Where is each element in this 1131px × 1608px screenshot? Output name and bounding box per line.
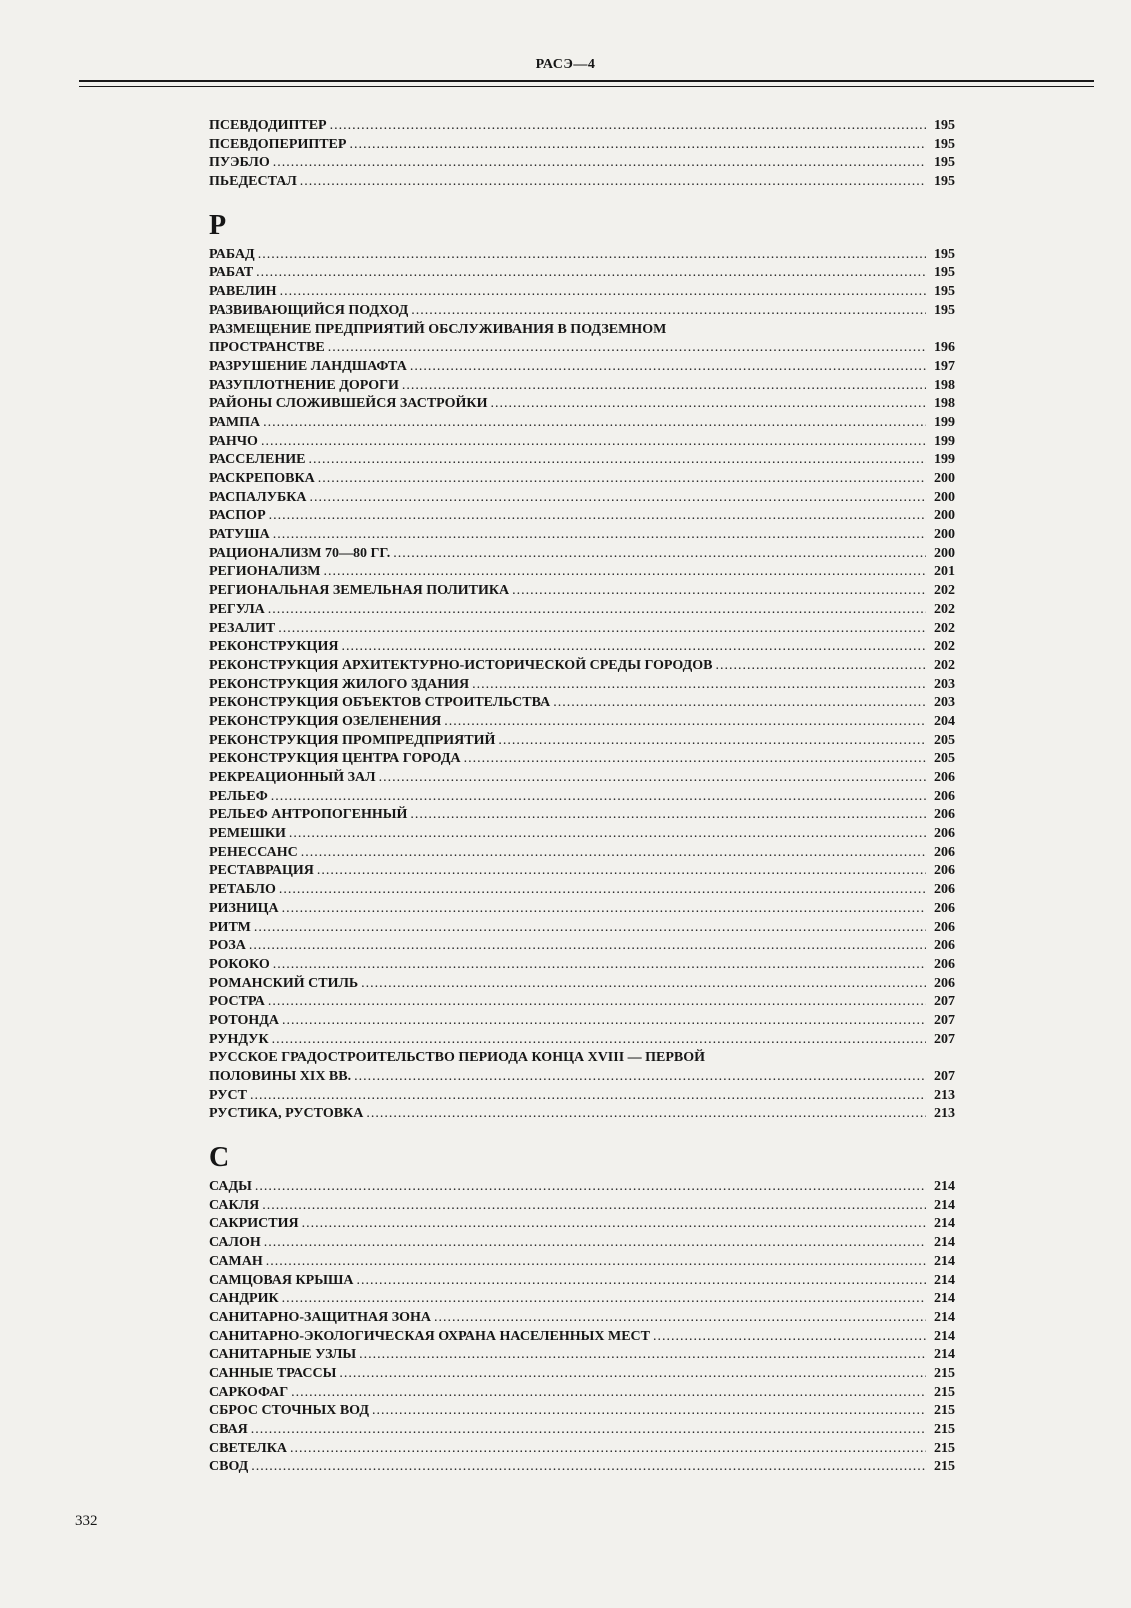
header-rule-thick: [79, 80, 1094, 82]
index-entry: [209, 154, 955, 173]
index-entry: [209, 825, 955, 844]
index-entry: [209, 1458, 955, 1477]
entry-page: 214: [934, 1235, 955, 1251]
index-entry: [209, 451, 955, 470]
entry-term: РЕКОНСТРУКЦИЯ ОЗЕЛЕНЕНИЯ: [209, 713, 442, 729]
entry-term: РОКОКО: [209, 956, 270, 972]
dot-leader: [361, 975, 926, 994]
dot-leader: [262, 1197, 926, 1216]
dot-leader: [271, 788, 926, 807]
entry-list: [209, 117, 955, 192]
dot-leader: [310, 489, 926, 508]
dot-leader: [410, 358, 926, 377]
dot-leader: [273, 526, 926, 545]
dot-leader: [402, 377, 926, 396]
index-entry: [209, 117, 955, 136]
entry-term: РАЗРУШЕНИЕ ЛАНДШАФТА: [209, 358, 407, 374]
dot-leader: [254, 919, 926, 938]
dot-leader: [349, 136, 926, 155]
dot-leader: [366, 1105, 926, 1124]
entry-term: РАЗМЕЩЕНИЕ ПРЕДПРИЯТИЙ ОБСЛУЖИВАНИЯ В ПОДЗЕМНОМ: [209, 321, 667, 337]
index-entry: [209, 975, 955, 994]
dot-leader: [472, 676, 926, 695]
index-entry: [209, 1421, 955, 1440]
entry-term: РУСТ: [209, 1087, 247, 1103]
index-entry: [209, 563, 955, 582]
index-entry: [209, 321, 955, 340]
index-entry: [209, 582, 955, 601]
index-entry: [209, 993, 955, 1012]
entry-term: РЕКРЕАЦИОННЫЙ ЗАЛ: [209, 770, 376, 785]
entry-term: РАССЕЛЕНИЕ: [209, 452, 306, 468]
entry-term: САЛОН: [209, 1235, 261, 1251]
dot-leader: [272, 1031, 926, 1050]
entry-term: РАБАТ: [209, 265, 254, 281]
dot-leader: [255, 1178, 926, 1197]
entry-page: 213: [934, 1087, 955, 1103]
dot-leader: [268, 601, 926, 620]
index-entry: [209, 526, 955, 545]
index-entry: [209, 937, 955, 956]
entry-term: РАСКРЕПОВКА: [209, 471, 315, 486]
entry-page: 206: [934, 900, 955, 916]
index-section: [209, 210, 955, 1124]
index-entry: [209, 1402, 955, 1421]
index-entry: [209, 433, 955, 452]
entry-page: 206: [934, 844, 955, 860]
index-section: [209, 1142, 955, 1477]
entry-term: САКРИСТИЯ: [209, 1216, 299, 1232]
entry-page: 201: [934, 564, 955, 580]
dot-leader: [393, 545, 926, 564]
dot-leader: [280, 283, 926, 302]
index-entry: [209, 750, 955, 769]
entry-page: 199: [934, 433, 955, 449]
entry-page: 202: [934, 601, 955, 617]
dot-leader: [434, 1309, 926, 1328]
entry-term: ПУЭБЛО: [209, 155, 270, 171]
entry-page: 197: [934, 358, 955, 374]
index-entry: [209, 1031, 955, 1050]
entry-page: 214: [934, 1291, 955, 1307]
index-entry: [209, 881, 955, 900]
dot-leader: [379, 769, 926, 788]
entry-page: 195: [934, 265, 955, 281]
entry-term: САНИТАРНЫЕ УЗЛЫ: [209, 1347, 357, 1363]
index-entry: [209, 136, 955, 155]
entry-page: 204: [934, 713, 955, 729]
entry-page: 206: [934, 938, 955, 954]
dot-leader: [354, 1068, 926, 1087]
entry-term: РАЗВИВАЮЩИЙСЯ ПОДХОД: [209, 302, 409, 318]
entry-term: РЕЛЬЕФ: [209, 788, 268, 804]
entry-term: РЕГУЛА: [209, 601, 265, 617]
dot-leader: [278, 620, 926, 639]
entry-term: САМАН: [209, 1253, 263, 1269]
entry-page: 205: [934, 751, 955, 767]
index-entry: [209, 358, 955, 377]
index-entry: [209, 395, 955, 414]
dot-leader: [251, 1421, 926, 1440]
dot-leader: [264, 1234, 926, 1253]
entry-page: 202: [934, 657, 955, 673]
entry-term: РЕГИОНАЛЬНАЯ ЗЕМЕЛЬНАЯ ПОЛИТИКА: [209, 583, 510, 599]
entry-term: РАТУША: [209, 527, 270, 543]
entry-page: 200: [934, 545, 955, 561]
entry-list: [209, 1178, 955, 1477]
index-entry: [209, 339, 955, 358]
dot-leader: [372, 1402, 926, 1421]
entry-term: САКЛЯ: [209, 1197, 260, 1213]
dot-leader: [256, 264, 926, 283]
dot-leader: [330, 117, 926, 136]
entry-term: РАСПОР: [209, 508, 266, 524]
dot-leader: [250, 1087, 926, 1106]
index-entry: [209, 732, 955, 751]
index-entry: [209, 1384, 955, 1403]
index-entry: [209, 264, 955, 283]
dot-leader: [282, 1290, 926, 1309]
entry-page: 214: [934, 1197, 955, 1213]
entry-term: РАВЕЛИН: [209, 284, 277, 300]
entry-term: САНИТАРНО-ЗАЩИТНАЯ ЗОНА: [209, 1309, 432, 1325]
entry-term: СБРОС СТОЧНЫХ ВОД: [209, 1403, 369, 1419]
dot-leader: [308, 451, 926, 470]
entry-page: 195: [934, 155, 955, 171]
index-entry: [209, 1049, 955, 1068]
index-entry: [209, 1346, 955, 1365]
dot-leader: [410, 806, 926, 825]
dot-leader: [318, 470, 926, 489]
index-entry: [209, 620, 955, 639]
index-entry: [209, 1234, 955, 1253]
entry-page: 202: [934, 639, 955, 655]
entry-page: 195: [934, 284, 955, 300]
entry-page: 215: [934, 1365, 955, 1381]
entry-term: СВЕТЕЛКА: [209, 1440, 287, 1456]
index-entry: [209, 806, 955, 825]
entry-term: РУССКОЕ ГРАДОСТРОИТЕЛЬСТВО ПЕРИОДА КОНЦА XVIII — ПЕРВОЙ: [209, 1050, 706, 1066]
dot-leader: [512, 582, 926, 601]
entry-page: 214: [934, 1179, 955, 1195]
entry-page: 203: [934, 676, 955, 692]
entry-page: 200: [934, 527, 955, 543]
dot-leader: [356, 1272, 926, 1291]
entry-term: САНДРИК: [209, 1291, 279, 1307]
dot-leader: [249, 937, 926, 956]
entry-page: 206: [934, 863, 955, 879]
entry-page: 213: [934, 1106, 955, 1122]
entry-page: 195: [934, 136, 955, 152]
entry-page: 195: [934, 302, 955, 318]
index-entry: [209, 1365, 955, 1384]
entry-term: САМЦОВАЯ КРЫША: [209, 1272, 354, 1288]
entry-term: РОМАНСКИЙ СТИЛЬ: [209, 975, 359, 991]
entry-term: САДЫ: [209, 1179, 252, 1195]
entry-page: 195: [934, 174, 955, 190]
index-entry: [209, 862, 955, 881]
dot-leader: [444, 713, 926, 732]
entry-term: РЕКОНСТРУКЦИЯ ЦЕНТРА ГОРОДА: [209, 751, 461, 767]
dot-leader: [251, 1458, 926, 1477]
entry-page: 205: [934, 732, 955, 748]
entry-page: 206: [934, 975, 955, 991]
dot-leader: [268, 993, 926, 1012]
dot-leader: [261, 433, 926, 452]
entry-page: 206: [934, 919, 955, 935]
entry-page: 198: [934, 396, 955, 412]
dot-leader: [273, 154, 926, 173]
index-entry: [209, 545, 955, 564]
entry-page: 215: [934, 1459, 955, 1475]
entry-term: РЕГИОНАЛИЗМ: [209, 564, 321, 580]
entry-page: 215: [934, 1403, 955, 1419]
index-entry: [209, 1290, 955, 1309]
index-entry: [209, 1197, 955, 1216]
index-entry: [209, 507, 955, 526]
index-entry: [209, 1215, 955, 1234]
entry-term: ПЬЕДЕСТАЛ: [209, 174, 297, 190]
entry-term: РОСТРА: [209, 994, 265, 1010]
dot-leader: [282, 1012, 926, 1031]
dot-leader: [324, 563, 926, 582]
dot-leader: [282, 900, 926, 919]
entry-term: РАБАД: [209, 246, 255, 262]
entry-page: 206: [934, 788, 955, 804]
entry-page: 207: [934, 1069, 955, 1084]
index-entry: [209, 788, 955, 807]
dot-leader: [653, 1328, 926, 1347]
entry-term: РУНДУК: [209, 1031, 269, 1047]
entry-page: 207: [934, 994, 955, 1010]
entry-page: 206: [934, 807, 955, 823]
dot-leader: [411, 302, 926, 321]
dot-leader: [273, 956, 926, 975]
index-entry: [209, 1328, 955, 1347]
entry-page: 206: [934, 882, 955, 898]
entry-page: 207: [934, 1031, 955, 1047]
header-rule-thin: [79, 86, 1094, 87]
index-entry: [209, 1105, 955, 1124]
index-entry: [209, 769, 955, 788]
entry-page: 195: [934, 118, 955, 133]
page-number: 332: [75, 1513, 98, 1529]
index-entry: [209, 638, 955, 657]
entry-term: РЕКОНСТРУКЦИЯ ПРОМПРЕДПРИЯТИЙ: [209, 732, 496, 748]
index-entry: [209, 1440, 955, 1459]
entry-page: 214: [934, 1309, 955, 1325]
dot-leader: [302, 1215, 926, 1234]
index-section: [209, 117, 955, 192]
entry-page: 206: [934, 826, 955, 842]
entry-term: РЕКОНСТРУКЦИЯ АРХИТЕКТУРНО-ИСТОРИЧЕСКОЙ СРЕДЫ ГОРОДОВ: [209, 657, 713, 673]
dot-leader: [300, 173, 926, 192]
entry-term: ПСЕВДОПЕРИПТЕР: [209, 136, 347, 152]
entry-page: 206: [934, 770, 955, 785]
entry-term: РЕКОНСТРУКЦИЯ ОБЪЕКТОВ СТРОИТЕЛЬСТВА: [209, 695, 551, 711]
section-letter: Р: [209, 209, 227, 241]
dot-leader: [290, 1440, 926, 1459]
entry-term: РОТОНДА: [209, 1012, 280, 1028]
index-entry: [209, 900, 955, 919]
entry-page: 200: [934, 489, 955, 505]
entry-term: РАСПАЛУБКА: [209, 489, 307, 505]
dot-leader: [301, 844, 926, 863]
index-entry: [209, 1012, 955, 1031]
index-entry: [209, 173, 955, 192]
entry-page: 215: [934, 1422, 955, 1437]
entry-page: 200: [934, 471, 955, 486]
entry-term: САРКОФАГ: [209, 1384, 289, 1400]
entry-term: ПСЕВДОДИПТЕР: [209, 118, 327, 133]
entry-term: РЕНЕССАНС: [209, 844, 298, 860]
entry-term: ПРОСТРАНСТВЕ: [209, 340, 325, 356]
dot-leader: [269, 507, 926, 526]
entry-page: 214: [934, 1216, 955, 1232]
entry-term: РЕЗАЛИТ: [209, 620, 276, 636]
index-entry: [209, 676, 955, 695]
entry-term: РАЦИОНАЛИЗМ 70—80 ГГ.: [209, 545, 391, 561]
entry-page: 200: [934, 508, 955, 524]
dot-leader: [258, 246, 926, 265]
index-entry: [209, 1178, 955, 1197]
dot-leader: [498, 732, 926, 751]
entry-term: САНИТАРНО-ЭКОЛОГИЧЕСКАЯ ОХРАНА НАСЕЛЕННЫХ МЕСТ: [209, 1328, 650, 1344]
index-entry: [209, 919, 955, 938]
index-content: [209, 117, 955, 1477]
dot-leader: [715, 657, 926, 676]
entry-list: [209, 246, 955, 1124]
entry-term: РАМПА: [209, 414, 261, 430]
index-entry: [209, 246, 955, 265]
entry-page: 195: [934, 246, 955, 262]
entry-term: РЕСТАВРАЦИЯ: [209, 863, 314, 879]
dot-leader: [339, 1365, 926, 1384]
dot-leader: [490, 395, 926, 414]
index-entry: [209, 283, 955, 302]
dot-leader: [289, 825, 926, 844]
dot-leader: [464, 750, 926, 769]
entry-term: СВАЯ: [209, 1422, 248, 1437]
dot-leader: [328, 339, 926, 358]
entry-term: РАЙОНЫ СЛОЖИВШЕЙСЯ ЗАСТРОЙКИ: [209, 396, 488, 412]
entry-page: 202: [934, 583, 955, 599]
entry-page: 203: [934, 695, 955, 711]
entry-page: 196: [934, 340, 955, 356]
index-entry: [209, 1253, 955, 1272]
index-entry: [209, 414, 955, 433]
dot-leader: [317, 862, 926, 881]
entry-term: РИЗНИЦА: [209, 900, 279, 916]
entry-term: РАНЧО: [209, 433, 258, 449]
dot-leader: [291, 1384, 926, 1403]
entry-term: РЕКОНСТРУКЦИЯ: [209, 639, 339, 655]
index-entry: [209, 302, 955, 321]
dot-leader: [279, 881, 926, 900]
entry-term: РУСТИКА, РУСТОВКА: [209, 1106, 364, 1122]
entry-term: РЕМЕШКИ: [209, 826, 286, 842]
section-letter: С: [209, 1142, 230, 1174]
index-entry: [209, 694, 955, 713]
entry-page: 206: [934, 956, 955, 972]
entry-page: 199: [934, 452, 955, 468]
entry-page: 214: [934, 1272, 955, 1288]
dot-leader: [341, 638, 926, 657]
index-entry: [209, 956, 955, 975]
index-entry: [209, 1272, 955, 1291]
entry-page: 215: [934, 1440, 955, 1456]
index-entry: [209, 489, 955, 508]
entry-page: 214: [934, 1253, 955, 1269]
index-entry: [209, 844, 955, 863]
running-header: РАСЭ—4: [535, 57, 596, 72]
entry-page: 202: [934, 620, 955, 636]
dot-leader: [553, 694, 926, 713]
entry-page: 199: [934, 414, 955, 430]
index-entry: [209, 1087, 955, 1106]
entry-page: 207: [934, 1012, 955, 1028]
entry-term: РИТМ: [209, 919, 251, 935]
entry-term: СВОД: [209, 1459, 249, 1475]
entry-page: 214: [934, 1328, 955, 1344]
index-entry: [209, 470, 955, 489]
dot-leader: [263, 414, 926, 433]
index-entry: [209, 1309, 955, 1328]
entry-term: РЕЛЬЕФ АНТРОПОГЕННЫЙ: [209, 807, 408, 823]
entry-page: 215: [934, 1384, 955, 1400]
entry-term: РОЗА: [209, 938, 246, 954]
entry-term: РЕКОНСТРУКЦИЯ ЖИЛОГО ЗДАНИЯ: [209, 676, 470, 692]
entry-term: РАЗУПЛОТНЕНИЕ ДОРОГИ: [209, 377, 399, 393]
index-entry: [209, 657, 955, 676]
entry-term: РЕТАБЛО: [209, 882, 276, 898]
entry-term: САННЫЕ ТРАССЫ: [209, 1365, 337, 1381]
index-entry: [209, 713, 955, 732]
index-entry: [209, 601, 955, 620]
entry-page: 198: [934, 377, 955, 393]
index-entry: [209, 1068, 955, 1087]
dot-leader: [359, 1346, 926, 1365]
entry-page: 214: [934, 1347, 955, 1363]
index-entry: [209, 377, 955, 396]
entry-term: ПОЛОВИНЫ XIX ВВ.: [209, 1069, 352, 1084]
dot-leader: [266, 1253, 926, 1272]
